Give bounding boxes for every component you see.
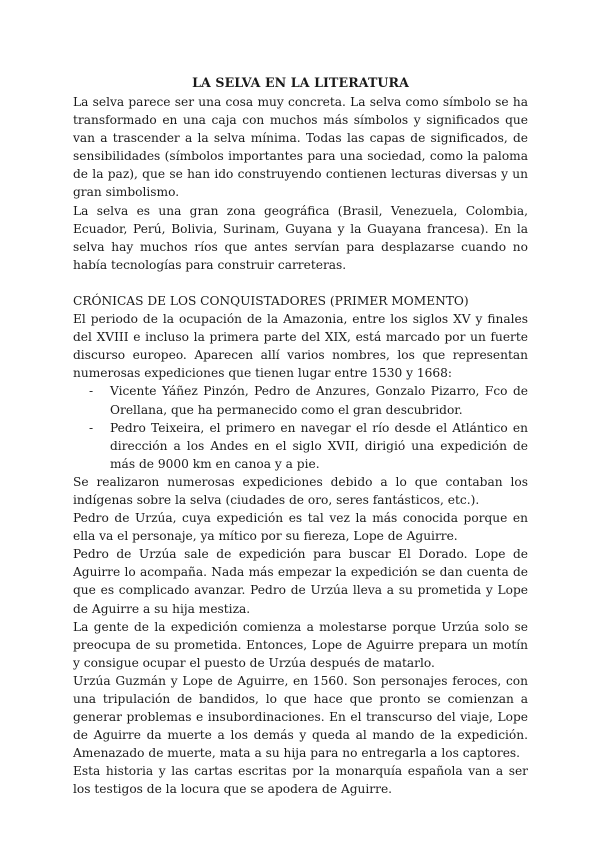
body-paragraph: Pedro de Urzúa sale de expedición para buscar El Dorado. Lope de Aguirre lo acompaña. Nada más empezar la expedición se dan cuenta de que es complicado avanzar. Pedro de Urzúa lleva a su prometida y Lope de Aguirre a su hija mestiza. [73, 547, 528, 616]
body-paragraph: Urzúa Guzmán y Lope de Aguirre, en 1560. Son personajes feroces, con una tripulación de bandidos, lo que hace que pronto se comienzan a generar problemas e insubordinaciones. En el transcurso del viaje, Lope de Aguirre da muerte a los demás y queda al mando de la expedición. Amenazado de muerte, mata a su hija para no entregarla a los captores. [73, 673, 528, 761]
section-lead-paragraph: El periodo de la ocupación de la Amazonia, entre los siglos XV y finales del XVIII e incluso la primera parte del XIX, está marcado por un fuerte discurso europeo. Aparecen allí varios nombres, los que representan numerosas expediciones que tienen lugar entre 1530 y 1668: [73, 312, 528, 381]
body-paragraph: Esta historia y las cartas escritas por la monarquía española van a ser los testigos de la locura que se apodera de Aguirre. [73, 764, 528, 797]
intro-paragraph: La selva parece ser una cosa muy concreta. La selva como símbolo se ha transformado en una caja con muchos más símbolos y significados que van a trascender a la selva mínima. Todas las capas de significados, de sensibilidades (símbolos importantes para una sociedad, como la paloma de la paz), que se han ido construyendo contienen lecturas diversas y un gran simbolismo. [73, 95, 528, 200]
list-item [73, 382, 528, 418]
body-paragraph: Pedro de Urzúa, cuya expedición es tal vez la más conocida porque en ella va el personaje, ya mítico por su fiereza, Lope de Aguirre. [73, 511, 528, 544]
document-page [73, 74, 528, 799]
paragraph-spacer [73, 274, 528, 292]
bullet-marker: - [89, 384, 94, 399]
list-item-text: Vicente Yáñez Pinzón, Pedro de Anzures, Gonzalo Pizarro, Fco de Orellana, que ha permanecido como el gran descubridor. [110, 384, 528, 417]
expedition-list [73, 382, 528, 472]
list-item-text: Pedro Teixeira, el primero en navegar el río desde el Atlántico en dirección a los Andes en el siglo XVII, dirigió una expedición de más de 9000 km en canoa y a pie. [110, 420, 528, 471]
bullet-marker: - [89, 420, 94, 435]
intro-paragraph: La selva es una gran zona geográfica (Brasil, Venezuela, Colombia, Ecuador, Perú, Bolivia, Surinam, Guyana y la Guayana francesa). En la selva hay muchos ríos que antes servían para desplazarse cuando no había tecnologías para construir carreteras. [73, 203, 528, 272]
body-paragraph: Se realizaron numerosas expediciones debido a lo que contaban los indígenas sobre la selva (ciudades de oro, seres fantásticos, etc.). [73, 474, 528, 507]
list-item [73, 419, 528, 473]
body-paragraph: La gente de la expedición comienza a molestarse porque Urzúa solo se preocupa de su prometida. Entonces, Lope de Aguirre prepara un motín y consigue ocupar el puesto de Urzúa después de matarlo. [73, 619, 528, 670]
page-title: LA SELVA EN LA LITERATURA [192, 75, 409, 90]
section-heading: CRÓNICAS DE LOS CONQUISTADORES (PRIMER MOMENTO) [73, 293, 469, 308]
